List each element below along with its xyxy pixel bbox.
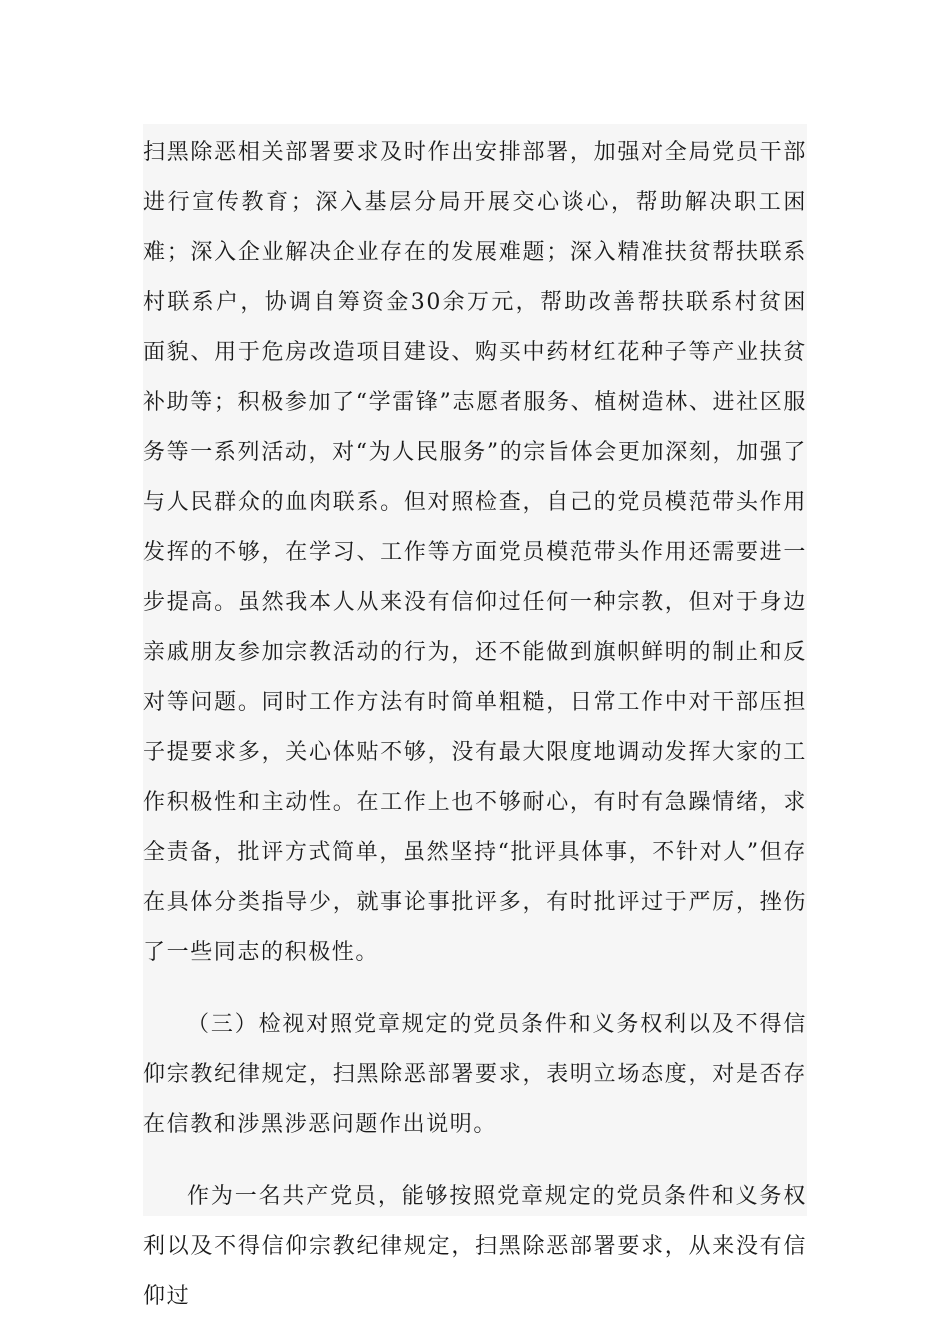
section-heading-3: （三）检视对照党章规定的党员条件和义务权利以及不得信仰宗教纪律规定，扫黑除恶部署要求，表明立场态度，对是否存在信教和涉黑涉恶问题作出说明。 (143, 1012, 807, 1137)
body-paragraph-continued: 扫黑除恶相关部署要求及时作出安排部署，加强对全局党员干部进行宣传教育；深入基层分局开展交心谈心，帮助解决职工困难；深入企业解决企业存在的发展难题；深入精准扶贫帮扶联系村联系户，协调自筹资金30余万元，帮助改善帮扶联系村贫困面貌、用于危房改造项目建设、购买中药材红花种子等产业扶贫补助等；积极参加了“学雷锋”志愿者服务、植树造林、进社区服务等一系列活动，对“为人民服务”的宗旨体会更加深刻，加强了与人民群众的血肉联系。但对照检查，自己的党员模范带头作用发挥的不够，在学习、工作等方面党员模范带头作用还需要进一步提高。虽然我本人从来没有信仰过任何一种宗教，但对于身边亲戚朋友参加宗教活动的行为，还不能做到旗帜鲜明的制止和反对等问题。同时工作方法有时简单粗糙，日常工作中对干部压担子提要求多，关心体贴不够，没有最大限度地调动发挥大家的工作积极性和主动性。在工作上也不够耐心，有时有急躁情绪，求全责备，批评方式简单，虽然坚持“批评具体事，不针对人”但存在具体分类指导少，就事论事批评多，有时批评过于严厉，挫伤了一些同志的积极性。 (143, 140, 807, 965)
document-body (143, 124, 807, 1309)
body-paragraph: 作为一名共产党员，能够按照党章规定的党员条件和义务权利以及不得信仰宗教纪律规定，扫黑除恶部署要求，从来没有信仰过 (143, 1184, 807, 1309)
